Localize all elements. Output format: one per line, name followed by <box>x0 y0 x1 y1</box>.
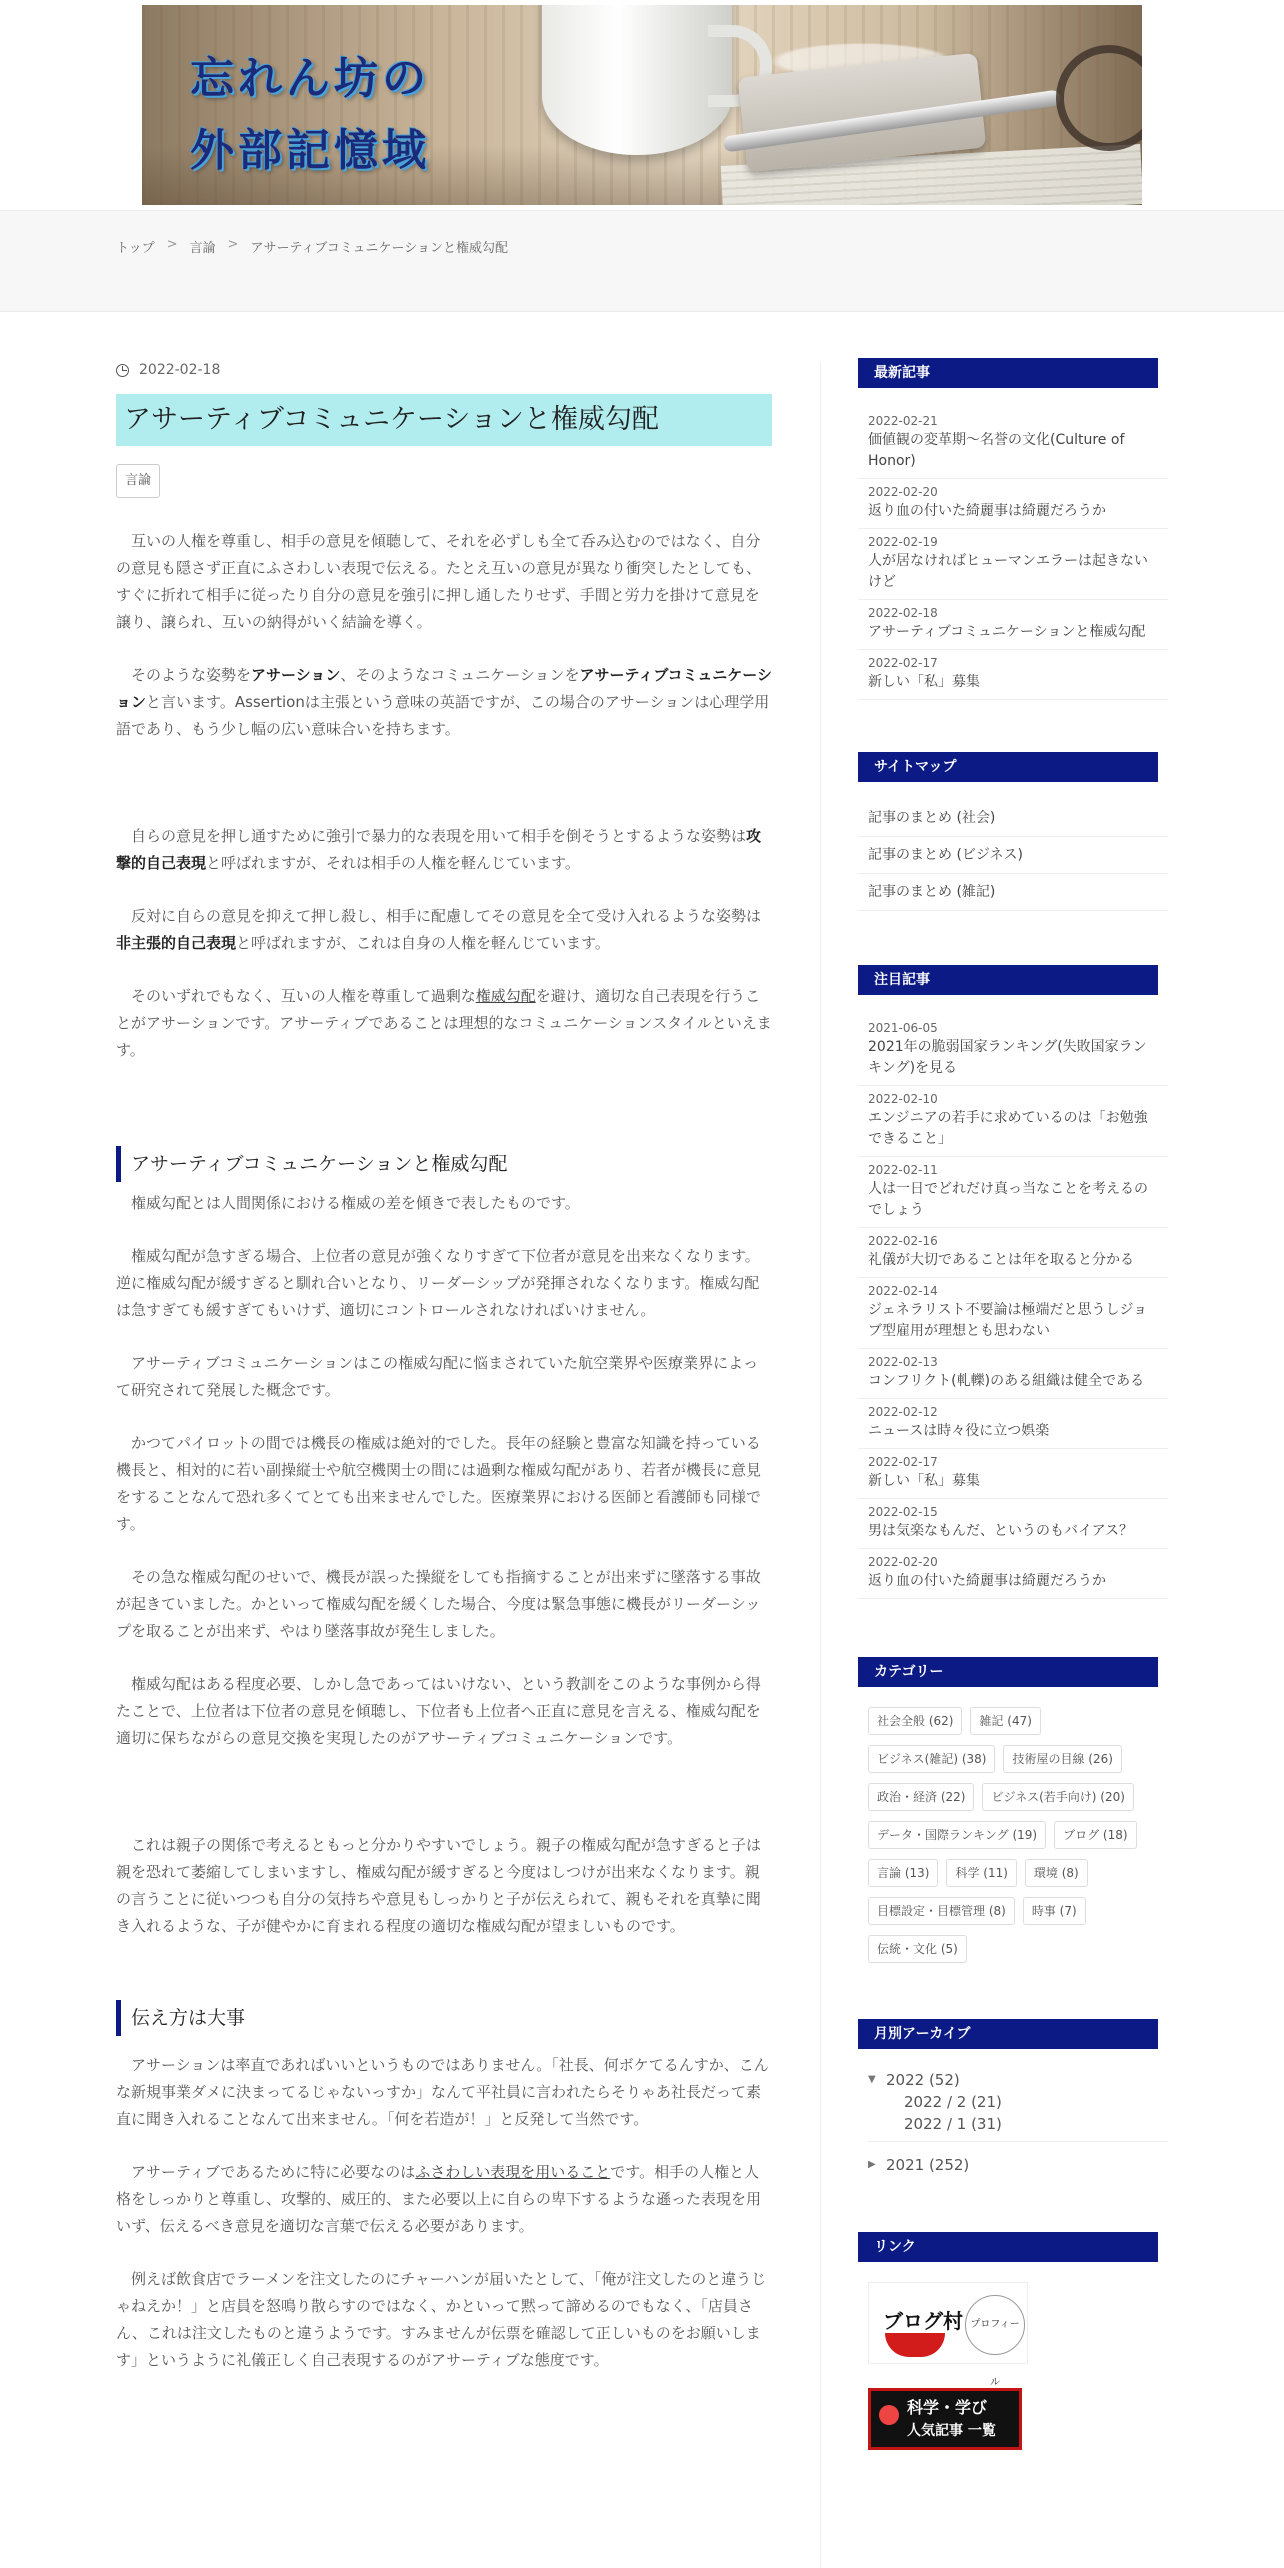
category-chip[interactable]: 雑記 (47) <box>970 1707 1040 1735</box>
post-list-item[interactable] <box>858 1228 1168 1278</box>
article-body <box>116 528 772 2374</box>
breadcrumb-top[interactable]: トップ <box>116 241 155 256</box>
featured-posts-widget <box>858 965 1168 1599</box>
post-title-link[interactable]: 人が居なければヒューマンエラーは起きないけど <box>868 553 1148 590</box>
sitemap-link[interactable]: 記事のまとめ (雑記) <box>858 874 1168 911</box>
post-list-item[interactable] <box>858 408 1168 479</box>
article <box>116 362 772 2374</box>
post-title-link[interactable]: 礼儀が大切であることは年を取ると分かる <box>868 1252 1134 1268</box>
paragraph: 反対に自らの意見を抑えて押し殺し、相手に配慮してその意見を全て受け入れるような姿勢は非主張的自己表現と呼ばれますが、これは自身の人権を軽んじています。 <box>116 907 762 952</box>
post-title-link[interactable]: ニュースは時々役に立つ娯楽 <box>868 1423 1050 1439</box>
column-divider <box>820 362 821 2568</box>
widget-title: 月別アーカイブ <box>858 2019 1158 2049</box>
post-list-item[interactable] <box>858 1349 1168 1399</box>
widget-title: サイトマップ <box>858 752 1158 782</box>
featured-posts-list <box>858 1015 1168 1599</box>
post-list-item[interactable] <box>858 529 1168 600</box>
category-chip-list <box>858 1707 1168 1963</box>
category-widget <box>858 1657 1168 1963</box>
post-date: 2022-02-15 <box>868 1505 938 1519</box>
sitemap-widget <box>858 752 1168 911</box>
paragraph: かつてパイロットの間では機長の権威は絶対的でした。長年の経験と豊富な知識を持っている機長と、相対的に若い副操縦士や航空機関士の間には過剰な権威勾配があり、若者が機長に意見をすることなんて恐れ多くてとても出来ませんでした。医療業界における医師と看護師も同様です。 <box>116 1434 762 1533</box>
post-list-item[interactable] <box>858 1015 1168 1086</box>
category-chip[interactable]: 環境 (8) <box>1025 1859 1088 1887</box>
archive-month-item[interactable]: 2022 / 2 (21) <box>904 2093 1002 2111</box>
paragraph: アサーティブコミュニケーションはこの権威勾配に悩まされていた航空業界や医療業界によって研究されて発展した概念です。 <box>116 1354 759 1399</box>
archive-year-2022[interactable]: ▼ 2022 (52) <box>868 2071 960 2089</box>
paragraph: 例えば飲食店でラーメンを注文したのにチャーハンが届いたとして、「俺が注文したのと違うじゃねえか！」と店員を怒鳴り散らすのではなく、かといって黙って諦めるのでもなく、「店員さん、これは注文したものと違うようです。すみませんが伝票を確認して正しいものをお願いします」というように礼儀正しく自己表現するのがアサーティブな態度です。 <box>116 2270 767 2369</box>
post-date: 2022-02-16 <box>868 1234 938 1248</box>
post-date: 2022-02-12 <box>868 1405 938 1419</box>
archive-widget <box>858 2019 1168 2176</box>
link-authority-gradient[interactable]: 権威勾配 <box>475 987 536 1005</box>
archive-year-2021[interactable]: ▶ 2021 (252) <box>868 2156 970 2174</box>
category-chip[interactable]: 技術屋の目線 (26) <box>1003 1745 1121 1773</box>
category-chip[interactable]: 科学 (11) <box>946 1859 1016 1887</box>
article-title: アサーティブコミュニケーションと権威勾配 <box>116 394 772 446</box>
triangle-right-icon: ▶ <box>868 2159 876 2170</box>
profile-circle: プロフィール <box>965 2295 1025 2355</box>
category-chip[interactable]: 政治・経済 (22) <box>868 1783 974 1811</box>
section-heading: アサーティブコミュニケーションと権威勾配 <box>116 1146 772 1182</box>
breadcrumb-current: アサーティブコミュニケーションと権威勾配 <box>250 241 508 256</box>
blogmura-banner[interactable] <box>868 2282 1028 2388</box>
post-date: 2022-02-20 <box>868 485 938 499</box>
post-date: 2021-06-05 <box>868 1021 938 1035</box>
sitemap-list <box>858 800 1168 911</box>
paragraph: アサーションは率直であればいいというものではありません。「社長、何ボケてるんすか、こんな新規事業ダメに決まってるじゃないっすか」なんて平社員に言われたらそりゃあ社長だって素直に聞き入れることなんて出来ません。「何を若造が！」と反発して当然です。 <box>116 2056 769 2128</box>
triangle-down-icon: ▼ <box>868 2074 876 2085</box>
widget-title: 最新記事 <box>858 358 1158 388</box>
science-ranking-banner[interactable] <box>868 2388 1022 2450</box>
post-date: 2022-02-10 <box>868 1092 938 1106</box>
archive-tree <box>858 2069 1168 2176</box>
post-list-item[interactable] <box>858 479 1168 529</box>
sidebar <box>858 358 1168 2450</box>
category-chip[interactable]: ブログ (18) <box>1054 1821 1136 1849</box>
post-title-link[interactable]: アサーティブコミュニケーションと権威勾配 <box>868 624 1146 640</box>
category-chip[interactable]: 社会全般 (62) <box>868 1707 962 1735</box>
post-date: 2022-02-21 <box>868 414 938 428</box>
post-title-link[interactable]: 返り血の付いた綺麗事は綺麗だろうか <box>868 1573 1106 1589</box>
archive-month-item[interactable]: 2022 / 1 (31) <box>904 2115 1002 2133</box>
post-date: 2022-02-14 <box>868 1284 938 1298</box>
post-date: 2022-02-11 <box>868 1163 938 1177</box>
post-title-link[interactable]: 返り血の付いた綺麗事は綺麗だろうか <box>868 503 1106 519</box>
logo-line-1: 忘れん坊の <box>190 53 430 104</box>
paragraph: 自らの意見を押し通すために強引で暴力的な表現を用いて相手を倒そうとするような姿勢は攻撃的自己表現と呼ばれますが、それは相手の人権を軽んじています。 <box>116 827 762 872</box>
ranking-icon <box>879 2405 899 2425</box>
post-date: 2022-02-13 <box>868 1355 938 1369</box>
clock-icon <box>116 364 129 377</box>
post-date: 2022-02-20 <box>868 1555 938 1569</box>
article-date: 2022-02-18 <box>139 362 221 378</box>
site-logo[interactable] <box>190 43 430 187</box>
paragraph: 権威勾配とは人間関係における権威の差を傾きで表したものです。 <box>131 1194 580 1212</box>
post-list-item[interactable] <box>858 1086 1168 1157</box>
post-title-link[interactable]: 2021年の脆弱国家ランキング(失敗国家ランキング)を見る <box>868 1039 1147 1076</box>
paragraph: そのような姿勢をアサーション、そのようなコミュニケーションをアサーティブコミュニケーションと言います。Assertionは主張という意味の英語ですが、この場合のアサーションは心理学用語であり、もう少し幅の広い意味合いを持ちます。 <box>116 666 772 738</box>
post-date: 2022-02-17 <box>868 656 938 670</box>
category-chip[interactable]: 言論 (13) <box>868 1859 938 1887</box>
widget-title: カテゴリー <box>858 1657 1158 1687</box>
post-list-item[interactable] <box>858 1449 1168 1499</box>
link-widget <box>858 2232 1168 2450</box>
science-banner-line-1: 科学・学び <box>907 2398 988 2417</box>
post-title-link[interactable]: 人は一日でどれだけ真っ当なことを考えるのでしょう <box>868 1181 1148 1218</box>
article-date-row <box>116 362 772 378</box>
post-list-item[interactable] <box>858 600 1168 650</box>
category-chip[interactable]: ビジネス(雑記) (38) <box>868 1745 995 1773</box>
breadcrumb-band <box>0 210 1284 312</box>
post-title-link[interactable]: 男は気楽なもんだ、というのもバイアス？ <box>868 1523 1134 1539</box>
paragraph: その急な権威勾配のせいで、機長が誤った操縦をしても指摘することが出来ずに墜落する事故が起きていました。かといって権威勾配を緩くした場合、今度は緊急事態に機長がリーダーシップを取ることが出来ず、やはり墜落事故が発生しました。 <box>116 1568 761 1640</box>
category-chip[interactable]: ビジネス(若手向け) (20) <box>982 1783 1133 1811</box>
recent-posts-list <box>858 408 1168 700</box>
post-date: 2022-02-19 <box>868 535 938 549</box>
breadcrumb-separator: > <box>227 237 239 252</box>
category-chip[interactable]: 時事 (7) <box>1023 1897 1086 1925</box>
paragraph: 権威勾配はある程度必要、しかし急であってはいけない、という教訓をこのような事例から得たことで、上位者は下位者の意見を傾聴し、下位者も上位者へ正直に意見を言える、権威勾配を適切に保ちながらの意見交換を実現したのがアサーティブコミュニケーションです。 <box>116 1675 761 1747</box>
paragraph: 互いの人権を尊重し、相手の意見を傾聴して、それを必ずしも全て呑み込むのではなく、自分の意見も隠さず正直にふさわしい表現で伝える。たとえ互いの意見が異なり衝突したとしても、すぐに折れて相手に従ったり自分の意見を強引に押し通したりせず、手間と労力を掛けて意見を譲り、譲られ、互いの納得がいく結論を導く。 <box>116 532 762 631</box>
logo-line-2: 外部記憶域 <box>190 125 430 176</box>
paragraph: そのいずれでもなく、互いの人権を尊重して過剰な権威勾配を避け、適切な自己表現を行うことがアサーションです。アサーティブであることは理想的なコミュニケーションスタイルといえます。 <box>116 987 772 1059</box>
post-list-item[interactable] <box>858 1399 1168 1449</box>
post-title-link[interactable]: エンジニアの若手に求めているのは「お勉強できること」 <box>868 1110 1148 1147</box>
widget-title: 注目記事 <box>858 965 1158 995</box>
post-title-link[interactable]: 新しい「私」募集 <box>868 674 980 690</box>
header-banner[interactable] <box>142 5 1142 205</box>
breadcrumb <box>116 237 508 256</box>
science-banner-line-2: 人気記事 一覧 <box>907 2423 996 2439</box>
blogmura-arc-icon <box>885 2333 945 2357</box>
breadcrumb-separator: > <box>166 237 178 252</box>
recent-posts-widget <box>858 358 1168 700</box>
post-list-item[interactable] <box>858 1157 1168 1228</box>
post-title-link[interactable]: 新しい「私」募集 <box>868 1473 980 1489</box>
article-category-tag[interactable]: 言論 <box>116 464 160 498</box>
breadcrumb-category[interactable]: 言論 <box>189 241 216 256</box>
category-chip[interactable]: データ・国際ランキング (19) <box>868 1821 1046 1849</box>
post-list-item[interactable] <box>858 650 1168 700</box>
paragraph: これは親子の関係で考えるともっと分かりやすいでしょう。親子の権威勾配が急すぎると子は親を恐れて萎縮してしまいますし、権威勾配が緩すぎると今度はしつけが出来なくなります。親の言うことに従いつつも自分の気持ちや意見もしっかりと子が伝えられて、親もそれを真摯に聞き入れるような、子が健やかに育まれる程度の適切な権威勾配が望ましいものです。 <box>116 1836 762 1935</box>
paragraph: 権威勾配が急すぎる場合、上位者の意見が強くなりすぎて下位者が意見を出来なくなります。逆に権威勾配が緩すぎると馴れ合いとなり、リーダーシップが発揮されなくなります。権威勾配は急すぎても緩すぎてもいけず、適切にコントロールされなければいけません。 <box>116 1247 760 1319</box>
sitemap-link[interactable]: 記事のまとめ (ビジネス) <box>858 837 1168 874</box>
post-list-item[interactable] <box>858 1499 1168 1549</box>
post-title-link[interactable]: 価値観の変革期～名誉の文化(Culture of Honor) <box>868 432 1125 469</box>
sitemap-link[interactable]: 記事のまとめ (社会) <box>858 800 1168 837</box>
blogmura-logo-text: ブログ村 <box>883 2309 963 2333</box>
section-heading: 伝え方は大事 <box>116 2000 772 2036</box>
paragraph: アサーティブであるために特に必要なのはふさわしい表現を用いることです。相手の人権と人格をしっかりと尊重し、攻撃的、威圧的、また必要以上に自らの卑下するような遜った表現を用いず、伝えるべき意見を適切な言葉で伝える必要があります。 <box>116 2163 762 2235</box>
widget-title: リンク <box>858 2232 1158 2262</box>
post-list-item[interactable] <box>858 1278 1168 1349</box>
banner-cup-decoration <box>542 5 732 155</box>
category-chip[interactable]: 伝統・文化 (5) <box>868 1935 967 1963</box>
category-chip[interactable]: 目標設定・目標管理 (8) <box>868 1897 1015 1925</box>
post-date: 2022-02-17 <box>868 1455 938 1469</box>
post-title-link[interactable]: コンフリクト(軋轢)のある組織は健全である <box>868 1373 1145 1389</box>
banner-glasses-decoration <box>1056 45 1142 151</box>
post-title-link[interactable]: ジェネラリスト不要論は極端だと思うしジョブ型雇用が理想とも思わない <box>868 1302 1148 1339</box>
post-list-item[interactable] <box>858 1549 1168 1599</box>
post-date: 2022-02-18 <box>868 606 938 620</box>
